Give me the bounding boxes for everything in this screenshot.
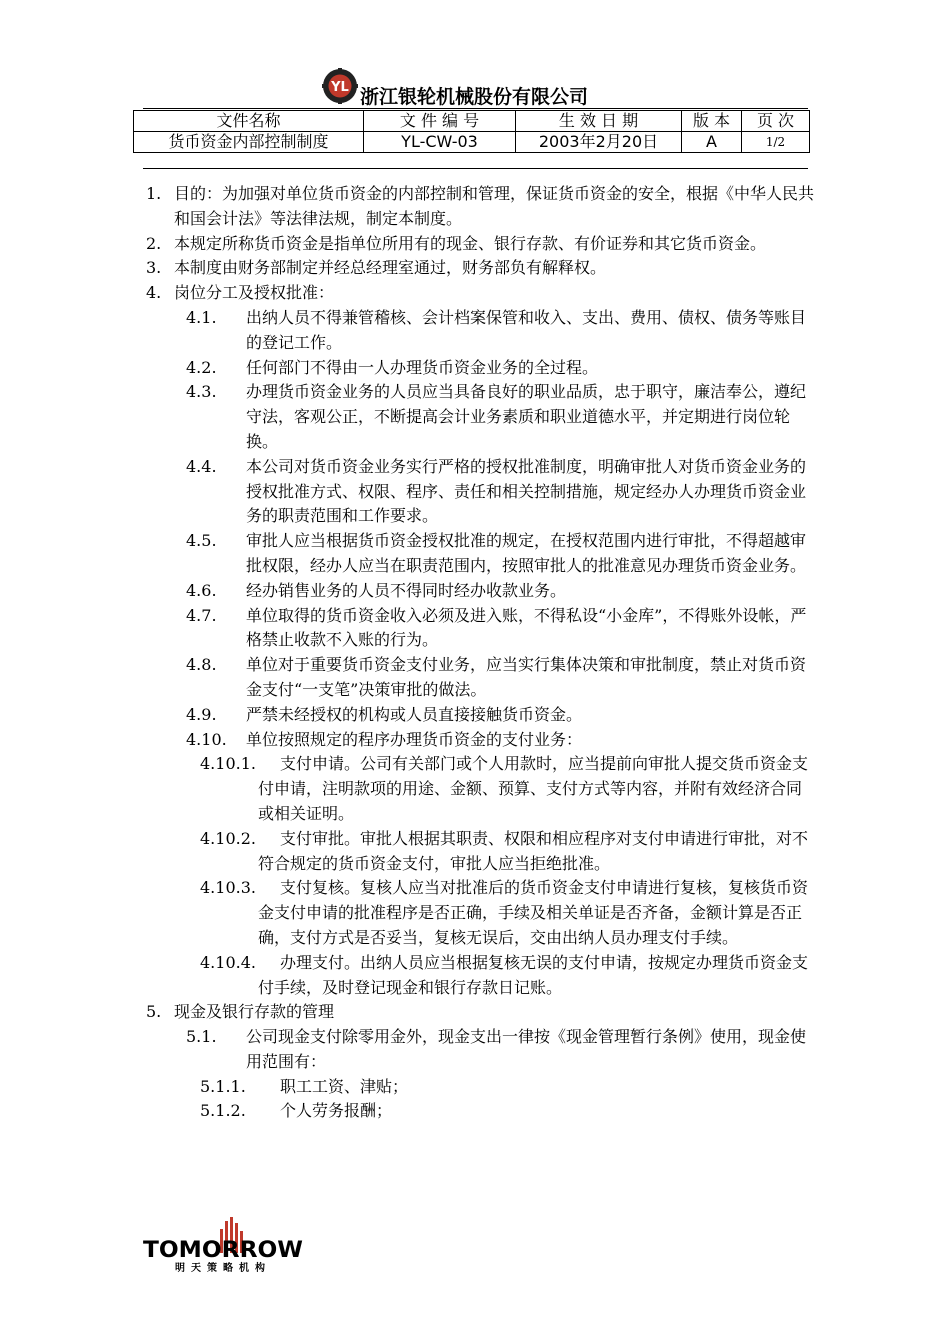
value-file-name: 货币资金内部控制制度: [134, 132, 364, 153]
list-item: 1. 目的：为加强对单位货币资金的内部控制和管理，保证货币资金的安全，根据《中华人民共和国会计法》等法律法规，制定本制度。: [146, 184, 815, 228]
value-effective-date: 2003年2月20日: [516, 132, 682, 153]
header-version: 版 本: [682, 111, 742, 132]
list-item: 4.8. 单位对于重要货币资金支付业务，应当实行集体决策和审批制度，禁止对货币资金支付“一支笔”决策审批的做法。: [186, 655, 807, 699]
company-logo-icon: [322, 68, 358, 104]
list-item: 4.4. 本公司对货币资金业务实行严格的授权批准制度，明确审批人对货币资金业务的授权批准方式、权限、程序、责任和相关控制措施，规定经办人办理货币资金业务的职责范围和工作要求。: [186, 456, 807, 526]
brand-name: TOMORROW: [143, 1238, 303, 1263]
tomorrow-logo-icon: [142, 1215, 304, 1275]
header-rule-bottom: [143, 168, 808, 169]
list-item: 4.7. 单位取得的货币资金收入必须及进入账，不得私设“小金库”，不得账外设帐，严格禁止收款不入账的行为。: [186, 605, 807, 650]
brand-name-cn: 明天策略机构: [175, 1263, 271, 1274]
value-version: A: [682, 132, 742, 153]
table-value-row: [134, 132, 810, 153]
document-info-table: [133, 110, 810, 153]
list-item: 4.2. 任何部门不得由一人办理货币资金业务的全过程。: [186, 357, 599, 377]
list-item: 3. 本制度由财务部制定并经总经理室通过，财务部负有解释权。: [146, 258, 607, 278]
list-item: 5.1. 公司现金支付除零用金外，现金支出一律按《现金管理暂行条例》使用，现金使用范围有：: [186, 1027, 807, 1071]
header-file-number: 文 件 编 号: [364, 111, 516, 132]
list-item: 5. 现金及银行存款的管理: [146, 1002, 335, 1022]
page-header: [0, 68, 950, 108]
list-item: 2. 本规定所称货币资金是指单位所用有的现金、银行存款、有价证券和其它货币资金。: [146, 233, 767, 253]
table-header-row: [134, 111, 810, 132]
list-item: 4.10.2. 支付审批。审批人根据其职责、权限和相应程序对支付申请进行审批，对不符合规定的货币资金支付，审批人应当拒绝批准。: [200, 828, 809, 873]
header-file-name: 文件名称: [134, 111, 364, 132]
logo-letters: YL: [331, 80, 349, 95]
value-file-number: YL-CW-03: [364, 132, 516, 153]
list-item: 4. 岗位分工及授权批准：: [146, 283, 335, 303]
list-item: 4.10.1. 支付申请。公司有关部门或个人用款时，应当提前向审批人提交货币资金支付申请，注明款项的用途、金额、预算、支付方式等内容，并附有效经济合同或相关证明。: [200, 754, 809, 823]
list-item: 5.1.2. 个人劳务报酬；: [200, 1101, 393, 1121]
list-item: 5.1.1. 职工工资、津贴；: [200, 1076, 409, 1096]
list-item: 4.5. 审批人应当根据货币资金授权批准的规定，在授权范围内进行审批，不得超越审批权限，经办人应当在职责范围内，按照审批人的批准意见办理货币资金业务。: [186, 531, 807, 575]
list-item: 4.3. 办理货币资金业务的人员应当具备良好的职业品质，忠于职守，廉洁奉公，遵纪守法，客观公正，不断提高会计业务素质和职业道德水平，并定期进行岗位轮换。: [186, 382, 807, 451]
list-item: 4.10. 单位按照规定的程序办理货币资金的支付业务：: [186, 729, 583, 749]
list-item: 4.1. 出纳人员不得兼管稽核、会计档案保管和收入、支出、费用、债权、债务等账目的登记工作。: [186, 307, 807, 352]
document-body: [0, 182, 950, 1124]
list-item: 4.10.4. 办理支付。出纳人员应当根据复核无误的支付申请，按规定办理货币资金支付手续，及时登记现金和银行存款日记账。: [200, 952, 809, 997]
list-item: 4.9. 严禁未经授权的机构或人员直接接触货币资金。: [186, 704, 583, 724]
header-page: 页 次: [742, 111, 810, 132]
company-name: 浙江银轮机械股份有限公司: [360, 86, 589, 108]
header-rule-top: [143, 108, 808, 109]
list-item: 4.6. 经办销售业务的人员不得同时经办收款业务。: [186, 580, 567, 600]
value-page: 1/2: [742, 132, 810, 153]
header-effective-date: 生 效 日 期: [516, 111, 682, 132]
list-item: 4.10.3. 支付复核。复核人应当对批准后的货币资金支付申请进行复核，复核货币资金支付申请的批准程序是否正确，手续及相关单证是否齐备，金额计算是否正确，支付方式是否妥当，复核无误后，交由出纳人员办理支付手续。: [200, 878, 809, 947]
